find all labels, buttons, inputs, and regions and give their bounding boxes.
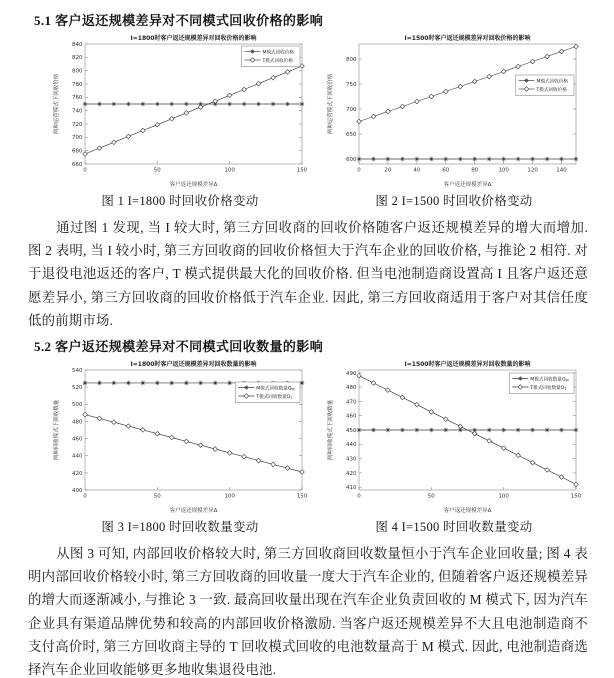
svg-text:490: 490 bbox=[346, 370, 357, 377]
figure-3-chart bbox=[51, 357, 309, 515]
svg-text:0: 0 bbox=[83, 493, 87, 500]
svg-text:700: 700 bbox=[346, 106, 357, 113]
svg-text:40: 40 bbox=[413, 167, 421, 174]
svg-text:M模式回收数量QM: M模式回收数量$Q_M$ bbox=[256, 386, 295, 392]
svg-text:100: 100 bbox=[498, 167, 509, 174]
svg-text:540: 540 bbox=[72, 367, 83, 374]
svg-text:120: 120 bbox=[527, 167, 538, 174]
svg-text:客户返还规模差异Δ: 客户返还规模差异Δ bbox=[443, 508, 492, 515]
svg-text:150: 150 bbox=[570, 493, 582, 500]
svg-text:760: 760 bbox=[72, 95, 83, 102]
svg-text:T模式回收价格: T模式回收价格 bbox=[262, 58, 293, 64]
svg-text:客户返还规模差异Δ: 客户返还规模差异Δ bbox=[169, 182, 218, 188]
svg-text:650: 650 bbox=[346, 131, 357, 138]
svg-text:820: 820 bbox=[72, 55, 83, 62]
svg-text:两种运营模式下回收价格: 两种运营模式下回收价格 bbox=[54, 73, 60, 135]
figure-4-chart bbox=[325, 357, 583, 515]
svg-text:780: 780 bbox=[72, 81, 83, 88]
svg-text:680: 680 bbox=[72, 148, 83, 155]
svg-text:440: 440 bbox=[346, 442, 357, 449]
figure-1-caption: 图 1 I=1800 时回收价格变动 bbox=[101, 194, 259, 208]
svg-text:720: 720 bbox=[72, 121, 83, 128]
figure-row-quantities bbox=[0, 357, 614, 535]
figure-2-caption: 图 2 I=1500 时回收价格变动 bbox=[375, 194, 533, 208]
svg-text:I=1500时客户返还规模差异对回收价格的影响: I=1500时客户返还规模差异对回收价格的影响 bbox=[404, 35, 531, 42]
figure-1-chart bbox=[51, 31, 309, 189]
svg-text:50: 50 bbox=[153, 167, 161, 174]
svg-text:800: 800 bbox=[72, 68, 83, 75]
paragraph-price-analysis: 通过图 1 发现, 当 I 较大时, 第三方回收商的回收价格随客户返还规模差异的增大而增加. 图 2 表明, 当 I 较小时, 第三方回收商的回收价格恒大于汽车企业的回收价格, 与推论 2 相符. 对于退役电池返还的客户, T 模式提供最大化的回收价格. 但当电池制造商设置高 I 且客户返还意愿差异小, 第三方回收商的回收价格低于汽车企业. 因此, 第三方回收商适用于客户对其信任度低的前期市场. bbox=[28, 220, 588, 328]
svg-text:0: 0 bbox=[357, 167, 361, 174]
svg-text:470: 470 bbox=[346, 399, 357, 406]
svg-text:800: 800 bbox=[346, 56, 357, 63]
svg-text:420: 420 bbox=[72, 470, 83, 477]
svg-text:840: 840 bbox=[72, 41, 83, 48]
paragraph-quantity-analysis: 从图 3 可知, 内部回收价格较大时, 第三方回收商回收数量恒小于汽车企业回收量; 图 4 表明内部回收价格较小时, 第三方回收商的回收量一度大于汽车企业的, 但随着客户返还规模差异的增大而逐渐减小, 与推论 3 一致. 最高回收量出现在汽车企业负责回收的 M 模式下, 因为汽车企业具有渠道品牌优势和较高的内部回收价格激励. 当客户返还规模差异不大且电池制造商不支付高价时, 第三方回收商主导的 T 回收模式回收的电池数量高于 M 模式. 因此, 电池制造商选择汽车企业回收能够更多地收集退役电池. bbox=[28, 546, 588, 678]
svg-text:60: 60 bbox=[442, 167, 450, 174]
svg-text:480: 480 bbox=[346, 385, 357, 392]
svg-text:I=1500时客户返还规模差异对回收数量的影响: I=1500时客户返还规模差异对回收数量的影响 bbox=[404, 361, 531, 369]
svg-text:740: 740 bbox=[72, 108, 83, 115]
svg-text:460: 460 bbox=[346, 413, 357, 420]
figure-3 bbox=[51, 357, 309, 535]
svg-text:0: 0 bbox=[357, 493, 361, 500]
svg-text:410: 410 bbox=[346, 485, 357, 492]
section-heading-5-1: 5.1 客户返还规模差异对不同模式回收价格的影响 bbox=[34, 13, 324, 28]
svg-text:450: 450 bbox=[346, 427, 357, 434]
figure-2-chart bbox=[325, 31, 583, 189]
figure-row-prices bbox=[0, 31, 614, 209]
svg-text:100: 100 bbox=[224, 167, 235, 174]
svg-text:480: 480 bbox=[72, 419, 83, 426]
svg-text:420: 420 bbox=[346, 470, 357, 477]
figure-1 bbox=[51, 31, 309, 209]
svg-text:750: 750 bbox=[346, 81, 357, 88]
svg-text:T模式回收价格: T模式回收价格 bbox=[536, 87, 567, 93]
svg-text:0: 0 bbox=[83, 167, 87, 174]
figure-3-caption: 图 3 I=1800 时回收数量变动 bbox=[101, 520, 259, 535]
svg-text:客户返还规模差异Δ: 客户返还规模差异Δ bbox=[169, 508, 218, 515]
svg-text:I=1800时客户返还规模差异对回收价格的影响: I=1800时客户返还规模差异对回收价格的影响 bbox=[130, 35, 257, 42]
svg-text:400: 400 bbox=[72, 487, 83, 494]
figure-4 bbox=[325, 357, 583, 535]
svg-text:I=1800时客户返还规模差异对回收数量的影响: I=1800时客户返还规模差异对回收数量的影响 bbox=[130, 361, 257, 369]
svg-text:M模式回收数量QM: M模式回收数量$Q_M$ bbox=[530, 377, 569, 383]
svg-text:460: 460 bbox=[72, 436, 83, 443]
section-heading-5-2: 5.2 客户返还规模差异对不同模式回收数量的影响 bbox=[34, 339, 324, 355]
figure-4-caption: 图 4 I=1500 时回收数量变动 bbox=[375, 520, 533, 535]
svg-text:440: 440 bbox=[72, 453, 83, 460]
svg-text:T模式回收数量QT: T模式回收数量$Q_T$ bbox=[256, 394, 293, 401]
svg-text:520: 520 bbox=[72, 385, 83, 392]
svg-text:660: 660 bbox=[72, 161, 83, 168]
svg-text:20: 20 bbox=[384, 167, 392, 174]
figure-2 bbox=[325, 31, 583, 209]
svg-text:430: 430 bbox=[346, 456, 357, 463]
svg-text:150: 150 bbox=[296, 493, 308, 500]
svg-text:500: 500 bbox=[72, 402, 83, 409]
svg-text:50: 50 bbox=[427, 493, 435, 500]
svg-text:100: 100 bbox=[224, 493, 235, 500]
svg-text:两种回收模式下回收数量: 两种回收模式下回收数量 bbox=[328, 399, 334, 461]
svg-text:M模式回收价格: M模式回收价格 bbox=[262, 50, 295, 56]
svg-text:50: 50 bbox=[153, 493, 161, 500]
svg-text:两种运营模式下回收价格: 两种运营模式下回收价格 bbox=[328, 73, 334, 135]
svg-text:100: 100 bbox=[498, 493, 509, 500]
svg-text:140: 140 bbox=[556, 167, 567, 174]
svg-text:T模式回收数量QT: T模式回收数量$Q_T$ bbox=[530, 385, 567, 392]
svg-text:600: 600 bbox=[346, 156, 357, 163]
svg-text:客户返还规模差异Δ: 客户返还规模差异Δ bbox=[443, 182, 492, 188]
svg-text:150: 150 bbox=[296, 167, 308, 174]
svg-text:两种回收模式下回收数量: 两种回收模式下回收数量 bbox=[54, 399, 60, 461]
svg-text:M模式回收价格: M模式回收价格 bbox=[536, 79, 569, 85]
svg-text:700: 700 bbox=[72, 135, 83, 142]
svg-text:80: 80 bbox=[471, 167, 479, 174]
